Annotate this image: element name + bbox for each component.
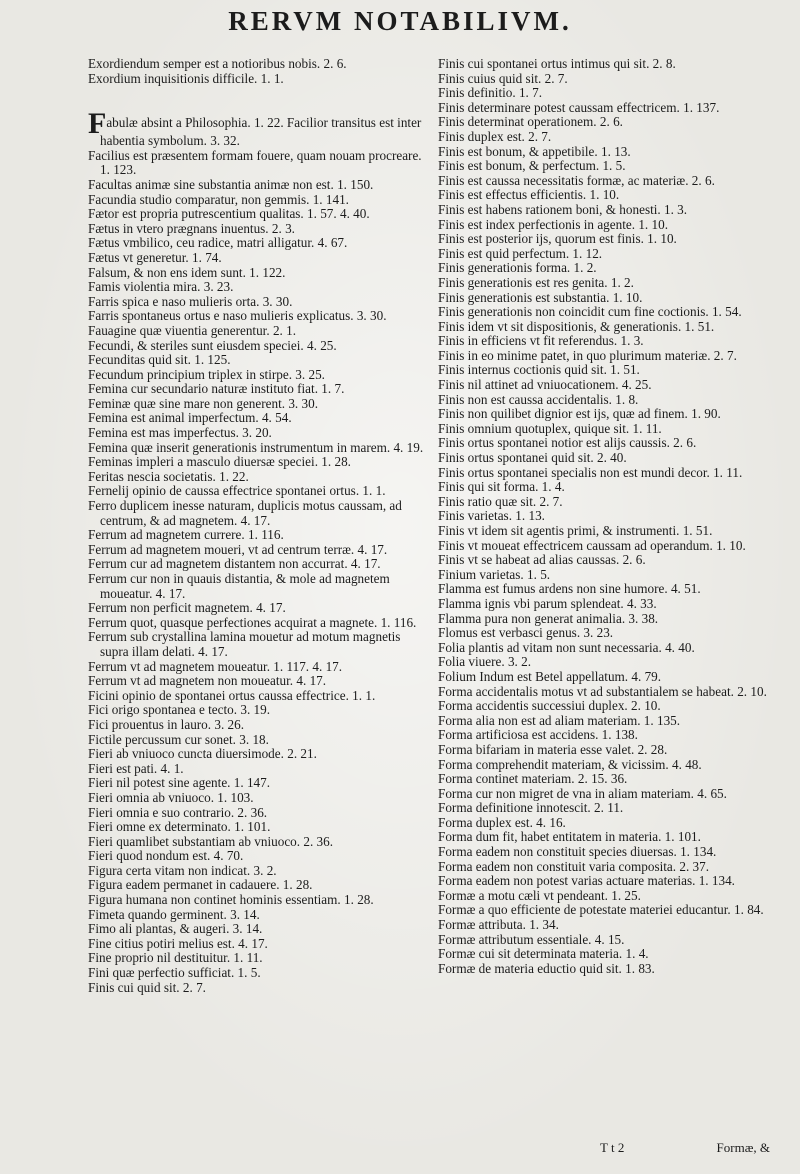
index-entry-initial: Fabulæ absint a Philosophia. 1. 22. Facilior transitus est inter habentia symbolum. 3. 32.: [88, 107, 422, 149]
index-entry: Fætus in vtero prægnans inuentus. 2. 3.: [88, 220, 295, 236]
index-entry: Fieri ab vniuoco cuncta diuersimode. 2. 21.: [88, 746, 317, 762]
index-entry: Falsum, & non ens idem sunt. 1. 122.: [88, 264, 286, 280]
index-entry: Finis generationis est substantia. 1. 10.: [438, 289, 643, 305]
index-entry: Flamma pura non generat animalia. 3. 38.: [438, 610, 659, 626]
index-entry: Fine citius potiri melius est. 4. 17.: [88, 935, 268, 951]
index-entry: Finis cuius quid sit. 2. 7.: [438, 70, 568, 86]
index-entry: Forma comprehendit materiam, & vicissim. 4. 48.: [438, 756, 702, 772]
index-entry: Forma bifariam in materia esse valet. 2. 28.: [438, 741, 668, 757]
index-entry: Fici prouentus in lauro. 3. 26.: [88, 716, 245, 732]
index-entry: Farris spica e naso mulieris orta. 3. 30.: [88, 293, 293, 309]
index-entry: Fini quæ perfectio sufficiat. 1. 5.: [88, 965, 261, 981]
index-entry: Ferrum cur ad magnetem distantem non accurrat. 4. 17.: [88, 556, 381, 572]
index-entry: Finis est habens rationem boni, & honesti. 1. 3.: [438, 201, 688, 217]
index-entry: Finis cui spontanei ortus intimus qui sit. 2. 8.: [438, 56, 676, 71]
index-entry: Folia plantis ad vitam non sunt necessaria. 4. 40.: [438, 639, 695, 655]
index-entry: Fieri omnia ab vniuoco. 1. 103.: [88, 789, 254, 805]
index-entry: Ferrum non perficit magnetem. 4. 17.: [88, 600, 286, 616]
index-entry: Finis determinat operationem. 2. 6.: [438, 114, 623, 130]
index-entry: Finis internus coctionis quid sit. 1. 51.: [438, 362, 640, 378]
index-entry: Finium varietas. 1. 5.: [438, 566, 551, 582]
index-entry: Formæ de materia eductio quid sit. 1. 83.: [438, 960, 655, 976]
index-entry: Formæ a quo efficiente de potestate materiei educantur. 1. 84.: [438, 902, 764, 918]
index-entry: Finis est quid perfectum. 1. 12.: [438, 245, 603, 261]
index-entry: Formæ attributum essentiale. 4. 15.: [438, 931, 625, 947]
index-entry: Finis qui sit forma. 1. 4.: [438, 479, 565, 495]
index-entry: Finis vt idem sit agentis primi, & instrumenti. 1. 51.: [438, 523, 713, 538]
right-column: [438, 57, 770, 976]
index-entry: Fine proprio nil destituitur. 1. 11.: [88, 950, 263, 966]
index-entry: Fici origo spontanea e tecto. 3. 19.: [88, 702, 271, 718]
index-entry: Forma definitione innotescit. 2. 11.: [438, 800, 624, 816]
index-entry: Forma eadem non constituit varia composita. 2. 37.: [438, 858, 710, 874]
index-entry: Finis est bonum, & appetibile. 1. 13.: [438, 143, 631, 159]
index-entry: Farris spontaneus ortus e naso mulieris explicatus. 3. 30.: [88, 308, 387, 324]
index-entry: Ferro duplicem inesse naturam, duplicis motus caussam, ad centrum, & ad magnetem. 4. 17.: [88, 498, 402, 528]
index-entry: Finis in efficiens vt fit referendus. 1. 3.: [438, 333, 644, 349]
index-entry: Ferrum vt ad magnetem moueatur. 1. 117. 4. 17.: [88, 658, 343, 674]
index-entry: Forma artificiosa est accidens. 1. 138.: [438, 727, 638, 743]
index-entry: Finis idem vt sit dispositionis, & generationis. 1. 51.: [438, 318, 715, 334]
index-entry: Folia viuere. 3. 2.: [438, 654, 532, 670]
index-entry: Fieri omne ex determinato. 1. 101.: [88, 819, 271, 835]
index-entry: Forma duplex est. 4. 16.: [438, 814, 566, 830]
index-entry: Exordium inquisitionis difficile. 1. 1.: [88, 70, 284, 86]
index-entry: Fimeta quando germinent. 3. 14.: [88, 906, 260, 922]
index-entry: Facundia studio comparatur, non gemmis. 1. 141.: [88, 191, 349, 207]
page-title: RERVM NOTABILIVM.: [228, 6, 572, 36]
index-entry: Finis duplex est. 2. 7.: [438, 128, 552, 144]
index-entry: Finis non quilibet dignior est ijs, quæ ad finem. 1. 90.: [438, 406, 721, 422]
index-entry: Flamma ignis vbi parum splendeat. 4. 33.: [438, 595, 657, 611]
index-entry: Finis est effectus efficientis. 1. 10.: [438, 187, 620, 203]
index-entry: Figura humana non continet hominis essentiam. 1. 28.: [88, 892, 374, 908]
index-entry: Finis ortus spontanei quid sit. 2. 40.: [438, 450, 627, 466]
index-entry: Ferrum cur non in quauis distantia, & mole ad magnetem moueatur. 4. 17.: [88, 571, 390, 601]
section-gap: [88, 86, 431, 100]
index-entry: Fauagine quæ viuentia generentur. 2. 1.: [88, 322, 297, 338]
index-entry: Finis cui quid sit. 2. 7.: [88, 979, 206, 995]
index-entry: Formæ a motu cæli vt pendeant. 1. 25.: [438, 887, 641, 903]
index-entry: Formæ cui sit determinata materia. 1. 4.: [438, 946, 649, 962]
index-entry: Formæ attributa. 1. 34.: [438, 917, 559, 933]
index-entry: Exordiendum semper est a notioribus nobis. 2. 6.: [88, 56, 347, 71]
index-entry: Finis vt moueat effectricem caussam ad operandum. 1. 10.: [438, 537, 746, 553]
index-entry: Ficini opinio de spontanei ortus caussa effectrice. 1. 1.: [88, 687, 376, 703]
index-entry: Forma eadem non potest varias actuare materias. 1. 134.: [438, 873, 735, 889]
index-entry: Fætus vmbilico, ceu radice, matri alligatur. 4. 67.: [88, 235, 348, 251]
index-entry: Finis est bonum, & perfectum. 1. 5.: [438, 158, 626, 174]
index-entry: Fecunditas quid sit. 1. 125.: [88, 352, 231, 368]
index-entry: Femina cur secundario naturæ instituto fiat. 1. 7.: [88, 381, 345, 397]
left-column: [88, 57, 431, 995]
index-entry: Forma accidentis successiui duplex. 2. 10.: [438, 698, 661, 714]
index-entry: Finis omnium quotuplex, quique sit. 1. 11.: [438, 420, 662, 436]
index-entry: Finis est caussa necessitatis formæ, ac materiæ. 2. 6.: [438, 172, 715, 188]
index-entry: Finis est index perfectionis in agente. 1. 10.: [438, 216, 669, 232]
index-entry: Finis est posterior ijs, quorum est finis. 1. 10.: [438, 231, 677, 247]
index-entry: Finis generationis est res genita. 1. 2.: [438, 274, 634, 290]
index-entry: Finis nil attinet ad vniuocationem. 4. 25.: [438, 377, 652, 393]
index-entry: Folium Indum est Betel appellatum. 4. 79.: [438, 668, 662, 684]
index-entry: Fieri quamlibet substantiam ab vniuoco. 2. 36.: [88, 833, 334, 849]
index-entry: Fecundi, & steriles sunt eiusdem speciei. 4. 25.: [88, 337, 337, 353]
index-entry: Fieri nil potest sine agente. 1. 147.: [88, 775, 271, 791]
index-entry: Fieri omnia e suo contrario. 2. 36.: [88, 804, 268, 820]
index-entry: Flomus est verbasci genus. 3. 23.: [438, 625, 614, 641]
index-entry: Finis determinare potest caussam effectricem. 1. 137.: [438, 99, 720, 115]
signature-mark: T t 2: [600, 1140, 625, 1155]
drop-initial: F: [88, 107, 107, 141]
index-entry: Ferrum quot, quasque perfectiones acquirat a magnete. 1. 116.: [88, 614, 417, 630]
index-entry: Finis vt se habeat ad alias caussas. 2. 6.: [438, 552, 646, 568]
index-entry: Fieri quod nondum est. 4. 70.: [88, 848, 244, 864]
index-entry: Forma dum fit, habet entitatem in materia. 1. 101.: [438, 829, 701, 845]
index-entry: Finis varietas. 1. 13.: [438, 508, 545, 524]
index-entry: Finis ortus spontanei specialis non est mundi decor. 1. 11.: [438, 464, 743, 480]
index-entry: Fecundum principium triplex in stirpe. 3. 25.: [88, 366, 325, 382]
index-entry: Finis in eo minime patet, in quo plurimum materiæ. 2. 7.: [438, 347, 737, 363]
index-entry: Facultas animæ sine substantia animæ non est. 1. 150.: [88, 176, 374, 192]
index-entry: Femina est animal imperfectum. 4. 54.: [88, 410, 292, 426]
index-entry: Forma continet materiam. 2. 15. 36.: [438, 771, 628, 787]
index-entry: Ferrum ad magnetem currere. 1. 116.: [88, 527, 284, 543]
index-entry: Famis violentia mira. 3. 23.: [88, 279, 234, 295]
index-entry: Finis ratio quæ sit. 2. 7.: [438, 493, 563, 509]
index-entry: Fernelij opinio de caussa effectrice spontanei ortus. 1. 1.: [88, 483, 386, 499]
index-entry: Finis generationis non coincidit cum fine coctionis. 1. 54.: [438, 304, 742, 320]
index-entry: Finis definitio. 1. 7.: [438, 85, 543, 101]
index-entry: Femina quæ inserit generationis instrumentum in marem. 4. 19.: [88, 439, 424, 455]
index-entry: Finis non est caussa accidentalis. 1. 8.: [438, 391, 639, 407]
index-entry: Finis ortus spontanei notior est alijs caussis. 2. 6.: [438, 435, 697, 451]
index-entry: Ferrum vt ad magnetem non moueatur. 4. 17.: [88, 673, 327, 689]
index-entry: Fætus vt generetur. 1. 74.: [88, 249, 222, 265]
index-entry: Ferrum ad magnetem moueri, vt ad centrum terræ. 4. 17.: [88, 541, 388, 557]
index-entry: Fictile percussum cur sonet. 3. 18.: [88, 731, 269, 747]
index-entry: Ferrum sub crystallina lamina mouetur ad motum magnetis supra illam delati. 4. 17.: [88, 629, 401, 659]
index-entry: Figura eadem permanet in cadauere. 1. 28.: [88, 877, 313, 893]
index-entry: Forma accidentalis motus vt ad substantialem se habeat. 2. 10.: [438, 683, 767, 699]
index-entry: Feminæ quæ sine mare non generent. 3. 30.: [88, 395, 319, 411]
index-entry: Feritas nescia societatis. 1. 22.: [88, 468, 249, 484]
index-entry: Fieri est pati. 4. 1.: [88, 760, 184, 776]
index-entry: Forma eadem non constituit species diuersas. 1. 134.: [438, 844, 717, 860]
index-entry: Figura certa vitam non indicat. 3. 2.: [88, 862, 277, 878]
catchword: Formæ, &: [716, 1140, 770, 1155]
index-entry: Fætor est propria putrescentium qualitas. 1. 57. 4. 40.: [88, 206, 370, 222]
index-entry: Finis generationis forma. 1. 2.: [438, 260, 597, 276]
index-entry: Facilius est præsentem formam fouere, quam nouam procreare. 1. 123.: [88, 147, 422, 178]
index-entry: Flamma est fumus ardens non sine humore. 4. 51.: [438, 581, 701, 597]
index-entry: Fimo ali plantas, & augeri. 3. 14.: [88, 921, 263, 937]
index-entry: Forma alia non est ad aliam materiam. 1. 135.: [438, 712, 681, 728]
index-entry: Feminas impleri a masculo diuersæ speciei. 1. 28.: [88, 454, 351, 470]
index-entry: Forma cur non migret de vna in aliam materiam. 4. 65.: [438, 785, 727, 801]
section-gap: [88, 100, 431, 114]
index-entry: Femina est mas imperfectus. 3. 20.: [88, 425, 272, 441]
